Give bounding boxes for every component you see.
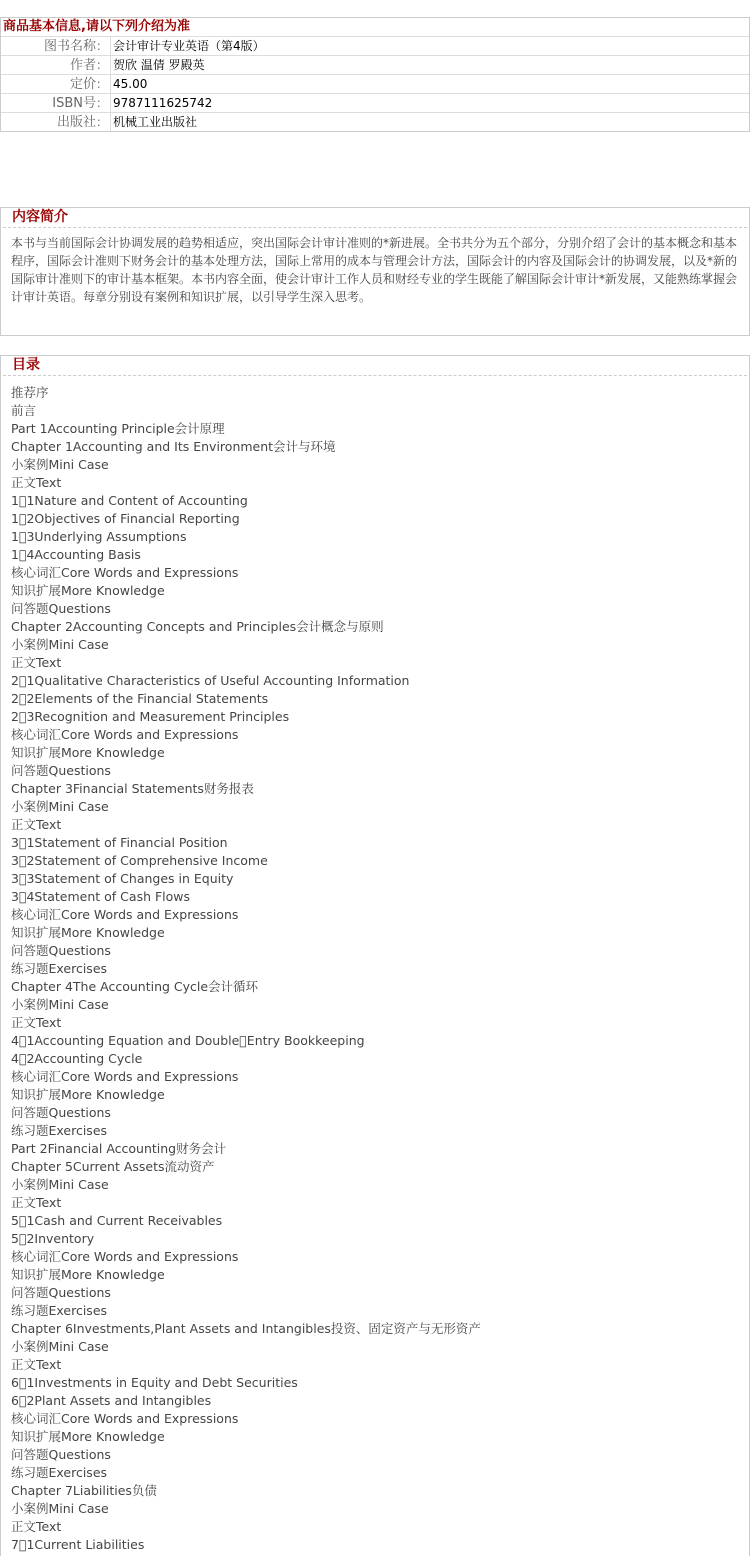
toc-item: 问答题Questions [11, 1105, 111, 1120]
toc-item: 小案例Mini Case [11, 457, 109, 472]
toc-item: 小案例Mini Case [11, 1177, 109, 1192]
product-info-label-cell [1, 113, 111, 131]
toc-item: 知识扩展More Knowledge [11, 745, 165, 760]
toc-item: 练习题Exercises [11, 1465, 108, 1480]
product-info-colon: ： [95, 77, 108, 91]
toc-item: 5􀃱1Cash and Current Receivables [11, 1213, 223, 1228]
toc-item: 3􀃱3Statement of Changes in Equity [11, 871, 234, 886]
toc-item: 小案例Mini Case [11, 799, 109, 814]
toc-item: 小案例Mini Case [11, 1501, 109, 1516]
toc-item: 问答题Questions [11, 1447, 111, 1462]
toc-item: Chapter 1Accounting and Its Environment会计与环境 [11, 439, 336, 454]
toc-item: 1􀃱1Nature and Content of Accounting [11, 493, 248, 508]
toc-item: 问答题Questions [11, 763, 111, 778]
toc-item: 核心词汇Core Words and Expressions [11, 565, 239, 580]
toc-item: 6􀃱1Investments in Equity and Debt Securities [11, 1375, 298, 1390]
toc-item: 练习题Exercises [11, 1303, 108, 1318]
product-info-box [0, 17, 750, 132]
toc-item: Chapter 6Investments,Plant Assets and Intangibles投资、固定资产与无形资产 [11, 1321, 481, 1336]
toc-item: 小案例Mini Case [11, 1339, 109, 1354]
product-info-label: 定价 [69, 77, 96, 92]
content-intro-section [0, 207, 750, 336]
product-info-label-cell [1, 94, 111, 112]
toc-item: 知识扩展More Knowledge [11, 583, 165, 598]
toc-item: 核心词汇Core Words and Expressions [11, 1249, 239, 1264]
toc-item: 正文Text [11, 1015, 62, 1030]
toc-item: 2􀃱1Qualitative Characteristics of Useful Accounting Information [11, 673, 410, 688]
toc-item: 正文Text [11, 817, 62, 832]
table-of-contents-title: 目录 [3, 356, 747, 376]
product-info-label: 图书名称 [43, 39, 96, 54]
toc-item: 核心词汇Core Words and Expressions [11, 1411, 239, 1426]
toc-item: 正文Text [11, 655, 62, 670]
toc-item: 4􀃱1Accounting Equation and Double􀃲Entry Bookkeeping [11, 1033, 365, 1048]
toc-item: 核心词汇Core Words and Expressions [11, 727, 239, 742]
product-info-colon: ： [95, 58, 108, 72]
product-info-label: ISBN号 [52, 96, 96, 111]
product-info-row [1, 113, 749, 131]
toc-item: 小案例Mini Case [11, 997, 109, 1012]
toc-item: 问答题Questions [11, 943, 111, 958]
toc-item: 1􀃱2Objectives of Financial Reporting [11, 511, 240, 526]
product-info-label-cell [1, 75, 111, 93]
toc-item: 前言 [11, 403, 37, 418]
toc-item: 知识扩展More Knowledge [11, 1087, 165, 1102]
toc-item: 问答题Questions [11, 1285, 111, 1300]
toc-item: 练习题Exercises [11, 961, 108, 976]
product-info-value: 贺欣 温倩 罗殿英 [113, 58, 205, 72]
product-info-colon: ： [95, 115, 108, 129]
toc-item: 知识扩展More Knowledge [11, 1267, 165, 1282]
toc-item: Chapter 7Liabilities负债 [11, 1483, 157, 1498]
toc-item: 1􀃱4Accounting Basis [11, 547, 141, 562]
product-info-label: 作者 [69, 58, 96, 73]
toc-item: 正文Text [11, 1195, 62, 1210]
toc-item: 1􀃱3Underlying Assumptions [11, 529, 187, 544]
product-info-row [1, 75, 749, 94]
content-intro-text: 本书与当前国际会计协调发展的趋势相适应，突出国际会计审计准则的*新进展。全书共分为五个部分，分别介绍了会计的基本概念和基本程序，国际会计准则下财务会计的基本处理方法，国际上常用的成本与管理会计方法，国际会计的内容及国际会计的协调发展，以及*新的国际审计准则下的审计基本框架。本书内容全面，使会计审计工作人员和财经专业的学生既能了解国际会计审计*新发展，又能熟练掌握会计审计英语。每章分别设有案例和知识扩展，以引导学生深入思考。 [11, 236, 738, 304]
product-info-row [1, 56, 749, 75]
product-info-row [1, 94, 749, 113]
toc-item: 练习题Exercises [11, 1123, 108, 1138]
product-info-value: 45.00 [113, 77, 148, 91]
toc-item: Chapter 3Financial Statements财务报表 [11, 781, 254, 796]
product-info-label-cell [1, 37, 111, 55]
toc-item: 3􀃱2Statement of Comprehensive Income [11, 853, 268, 868]
toc-item: 正文Text [11, 1357, 62, 1372]
toc-item: 知识扩展More Knowledge [11, 925, 165, 940]
toc-item: 核心词汇Core Words and Expressions [11, 1069, 239, 1084]
toc-item: 正文Text [11, 475, 62, 490]
toc-item: 核心词汇Core Words and Expressions [11, 907, 239, 922]
toc-item: 4􀃱2Accounting Cycle [11, 1051, 143, 1066]
product-info-colon: ： [95, 96, 108, 110]
toc-item: Part 1Accounting Principle会计原理 [11, 421, 225, 436]
toc-item: 问答题Questions [11, 601, 111, 616]
toc-item: 7􀃱1Current Liabilities [11, 1537, 145, 1552]
toc-item: 5􀃱2Inventory [11, 1231, 95, 1246]
product-info-row [1, 37, 749, 56]
toc-item: 6􀃱2Plant Assets and Intangibles [11, 1393, 212, 1408]
product-info-value: 机械工业出版社 [113, 115, 198, 129]
product-info-label: 出版社 [56, 115, 96, 130]
toc-item: 正文Text [11, 1519, 62, 1534]
toc-item: Part 2Financial Accounting财务会计 [11, 1141, 227, 1156]
toc-item: Chapter 2Accounting Concepts and Principles会计概念与原则 [11, 619, 384, 634]
table-of-contents-list [1, 376, 749, 1554]
table-of-contents-section [0, 355, 750, 1556]
product-info-header: 商品基本信息,请以下列介绍为准 [1, 18, 749, 37]
toc-item: 小案例Mini Case [11, 637, 109, 652]
product-info-label-cell [1, 56, 111, 74]
toc-item: 2􀃱2Elements of the Financial Statements [11, 691, 269, 706]
toc-item: 知识扩展More Knowledge [11, 1429, 165, 1444]
product-info-value: 9787111625742 [113, 96, 213, 110]
toc-item: 3􀃱1Statement of Financial Position [11, 835, 228, 850]
product-info-value: 会计审计专业英语（第4版） [113, 39, 265, 53]
toc-item: 2􀃱3Recognition and Measurement Principles [11, 709, 290, 724]
product-info-rows [1, 37, 749, 131]
toc-item: Chapter 5Current Assets流动资产 [11, 1159, 215, 1174]
content-intro-title: 内容简介 [3, 208, 747, 228]
toc-item: Chapter 4The Accounting Cycle会计循环 [11, 979, 259, 994]
toc-item: 推荐序 [11, 385, 49, 400]
toc-item: 3􀃱4Statement of Cash Flows [11, 889, 191, 904]
product-info-colon: ： [95, 39, 108, 53]
